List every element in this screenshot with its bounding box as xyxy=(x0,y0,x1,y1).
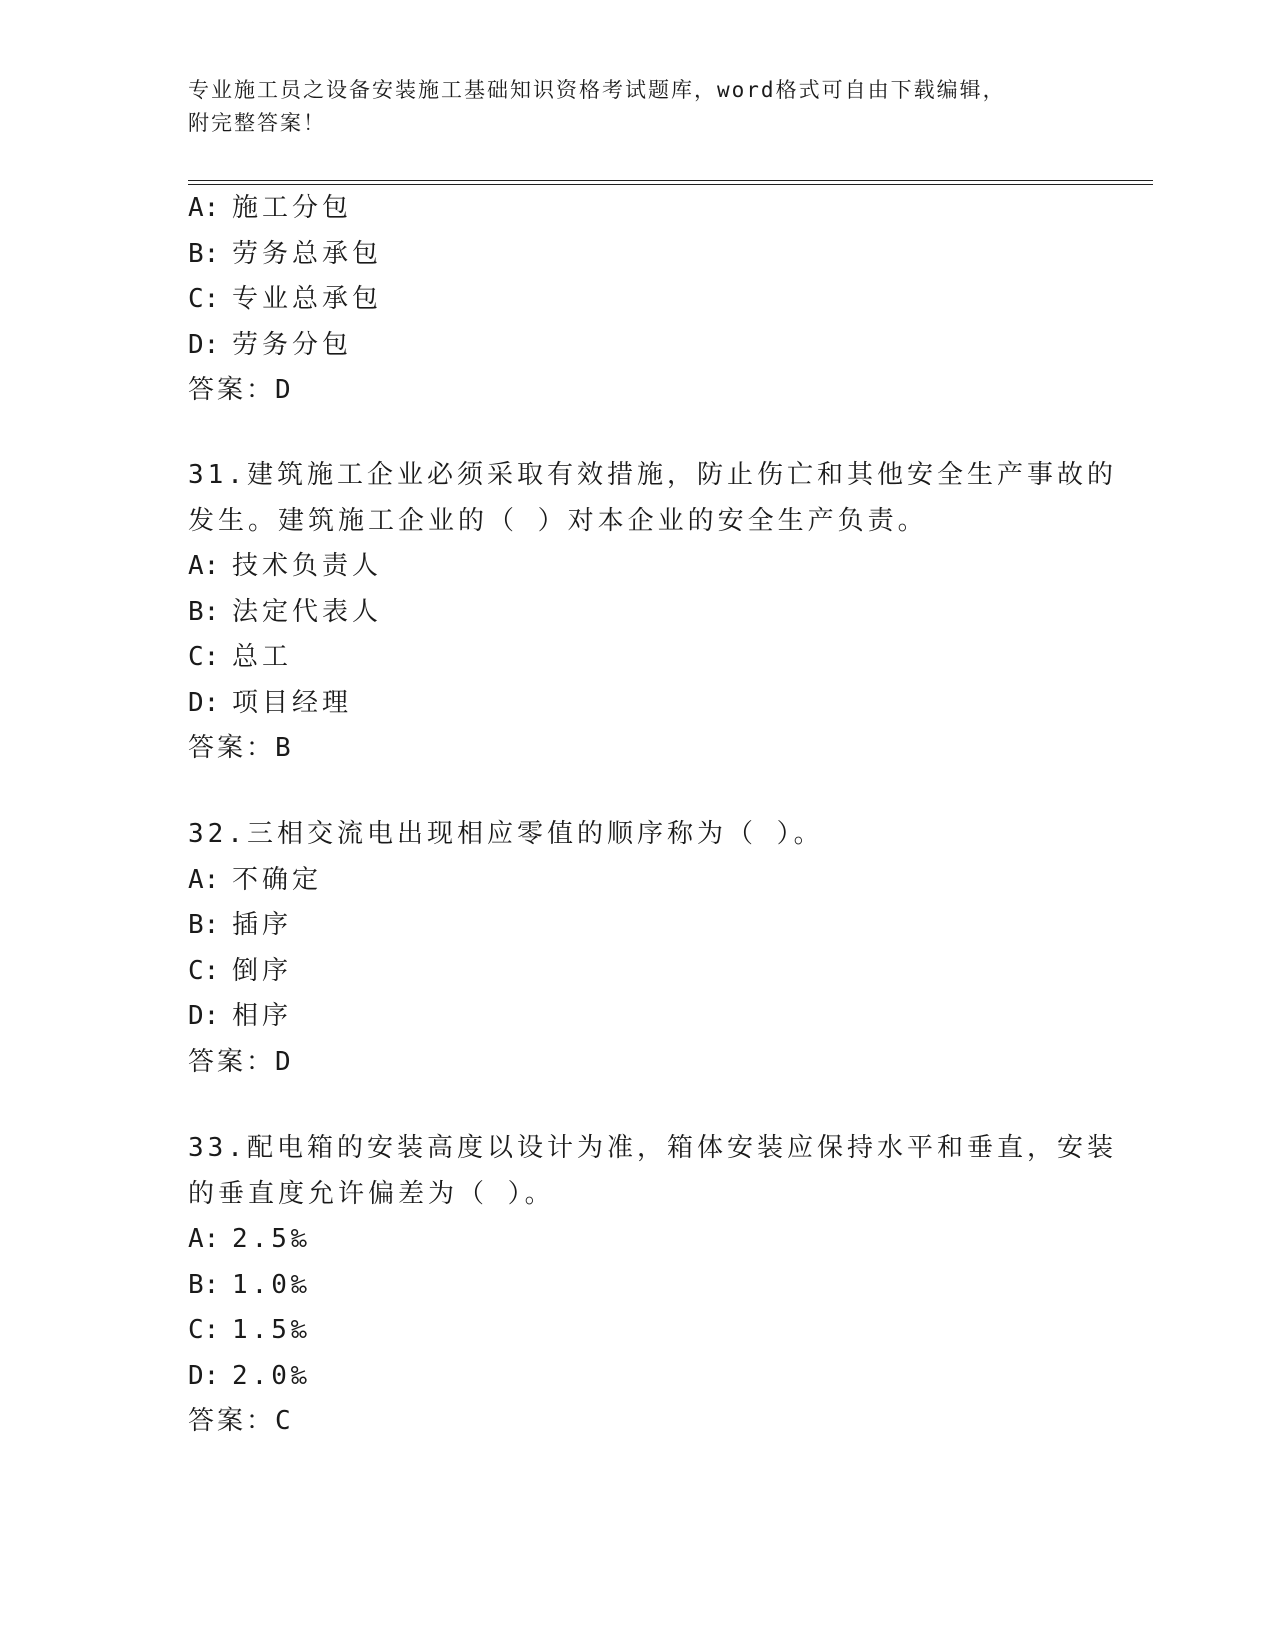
option-text: 插序 xyxy=(232,910,293,940)
option-c xyxy=(188,635,1088,681)
option-text: 1.0‰ xyxy=(232,1269,311,1300)
option-text: 技术负责人 xyxy=(232,551,383,581)
option-text: 专业总承包 xyxy=(232,284,383,314)
option-c xyxy=(188,949,1088,995)
option-c xyxy=(188,1308,1088,1354)
header-divider-bottom xyxy=(188,184,1153,185)
option-key: B: xyxy=(188,910,220,940)
option-text: 总工 xyxy=(232,642,293,672)
option-b xyxy=(188,1263,1088,1309)
option-text: 施工分包 xyxy=(232,193,353,223)
header-title-line-1: 专业施工员之设备安装施工基础知识资格考试题库，word格式可自由下载编辑， xyxy=(188,78,1006,102)
option-b xyxy=(188,590,1088,636)
answer-line: 答案：D xyxy=(188,375,294,405)
option-text: 相序 xyxy=(232,1001,293,1031)
option-a xyxy=(188,1217,1088,1263)
option-d xyxy=(188,994,1088,1040)
answer-line: 答案：B xyxy=(188,733,294,763)
option-c xyxy=(188,277,1088,323)
option-key: D: xyxy=(188,687,220,718)
option-d xyxy=(188,681,1088,727)
question-33 xyxy=(188,1126,1117,1445)
option-d xyxy=(188,323,1088,369)
option-key: A: xyxy=(188,1224,220,1254)
option-key: C: xyxy=(188,642,220,672)
question-stem-line-2: 发生。建筑施工企业的（ ）对本企业的安全生产负责。 xyxy=(188,505,928,536)
question-31 xyxy=(188,453,1117,772)
option-text: 项目经理 xyxy=(232,687,353,718)
option-b xyxy=(188,903,1088,949)
option-key: D: xyxy=(188,329,220,360)
option-text: 1.5‰ xyxy=(232,1315,311,1345)
answer-line: 答案：C xyxy=(188,1406,294,1436)
option-key: D: xyxy=(188,1001,220,1031)
option-a xyxy=(188,858,1088,904)
option-key: D: xyxy=(188,1360,220,1391)
option-text: 2.5‰ xyxy=(232,1224,311,1254)
option-key: B: xyxy=(188,238,220,269)
question-stem-line-1: 33.配电箱的安装高度以设计为准，箱体安装应保持水平和垂直，安装 xyxy=(188,1133,1117,1163)
answer-line: 答案：D xyxy=(188,1046,294,1077)
option-key: A: xyxy=(188,864,220,895)
option-a xyxy=(188,544,1088,590)
option-key: B: xyxy=(188,1269,220,1300)
option-text: 劳务分包 xyxy=(232,329,353,360)
question-stem-line-2: 的垂直度允许偏差为（ ）。 xyxy=(188,1178,555,1209)
document-header xyxy=(188,74,1088,140)
option-text: 劳务总承包 xyxy=(232,238,383,269)
question-stem-line-1: 32.三相交流电出现相应零值的顺序称为（ ）。 xyxy=(188,819,824,849)
option-b xyxy=(188,232,1088,278)
option-text: 倒序 xyxy=(232,955,293,986)
question-stem-line-1: 31.建筑施工企业必须采取有效措施，防止伤亡和其他安全生产事故的 xyxy=(188,460,1117,490)
question-32 xyxy=(188,812,1088,1085)
option-key: C: xyxy=(188,1315,220,1345)
option-d xyxy=(188,1354,1088,1400)
option-key: B: xyxy=(188,596,220,627)
header-title-line-2: 附完整答案！ xyxy=(188,111,326,135)
option-a xyxy=(188,186,1088,232)
option-key: A: xyxy=(188,193,220,223)
option-key: C: xyxy=(188,955,220,986)
option-text: 法定代表人 xyxy=(232,596,383,627)
question-30-continued xyxy=(188,186,1088,414)
option-key: C: xyxy=(188,284,220,314)
header-divider-top xyxy=(188,180,1153,181)
option-key: A: xyxy=(188,551,220,581)
option-text: 2.0‰ xyxy=(232,1360,311,1391)
option-text: 不确定 xyxy=(232,864,323,895)
